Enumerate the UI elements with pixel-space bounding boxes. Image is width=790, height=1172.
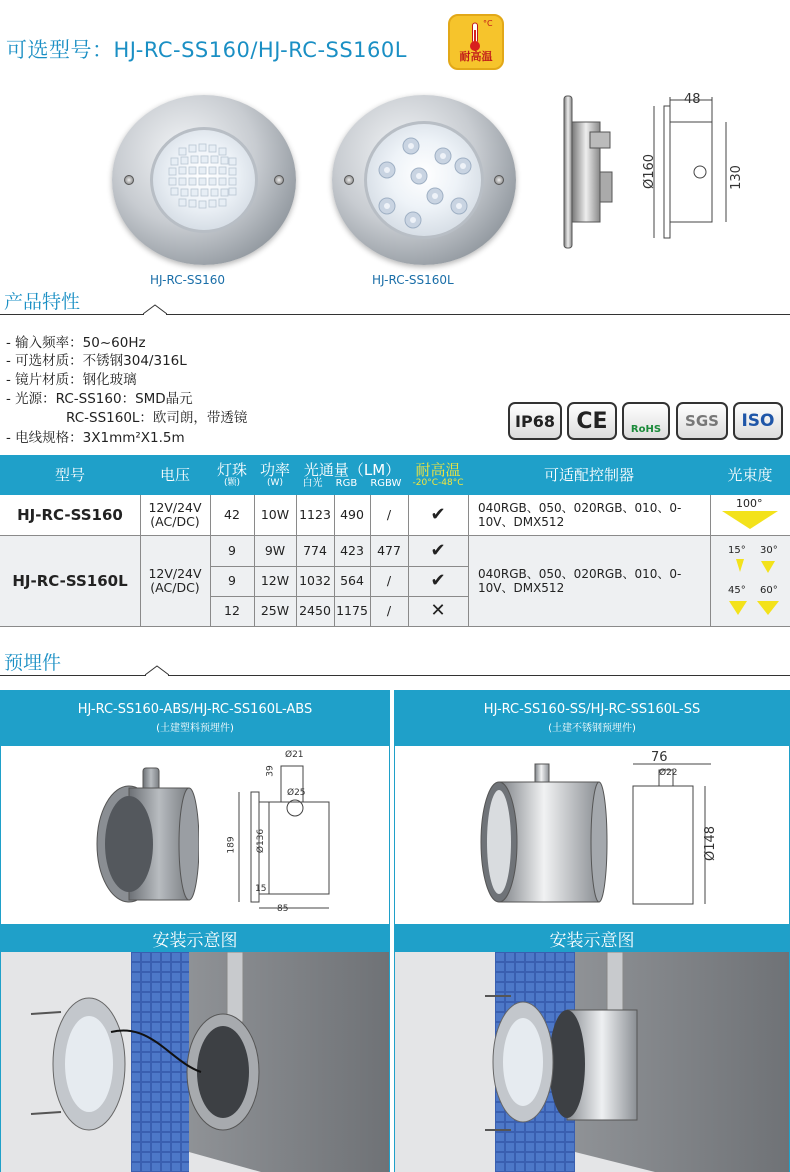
abs-panel-body (0, 746, 390, 924)
abs-sleeve-photo (89, 764, 199, 904)
controller-cell: 040RGB、050、020RGB、010、0-10V、DMX512 (478, 501, 682, 529)
beam-15-icon (734, 558, 746, 574)
beam-angle-label: 60° (760, 585, 778, 596)
lamp-caption-ss160l: HJ-RC-SS160L (372, 273, 454, 287)
power-cell: 25W (260, 603, 290, 618)
lamp-photo-ss160 (112, 95, 296, 265)
power-cell: 10W (260, 507, 290, 522)
col-voltage: 电压 (159, 466, 190, 484)
dimension-label: 85 (277, 904, 289, 914)
col-model: 型号 (54, 466, 85, 484)
dimension-label: 15 (255, 884, 267, 894)
beam-angle-label: 45° (728, 585, 746, 596)
iso-cert-badge: ISO (733, 402, 783, 440)
spec-table-header (0, 455, 790, 495)
led-matrix-icon (153, 130, 255, 230)
col-heat: 耐高温 -20°C-48°C (412, 460, 464, 488)
lamp-lens (364, 121, 484, 239)
rgbw-flux-cell: 477 (377, 543, 401, 558)
feature-item: - 镜片材质：钢化玻璃 (6, 372, 137, 388)
power-cell: 9W (264, 543, 286, 558)
abs-install-image (0, 952, 390, 1172)
heat-resistant-badge (448, 14, 504, 70)
model-cell: HJ-RC-SS160L (12, 571, 128, 590)
rohs-cert-badge: RoHS (622, 402, 670, 440)
abs-panel-title: HJ-RC-SS160-ABS/HJ-RC-SS160L-ABS (77, 702, 313, 717)
rgbw-flux-cell: / (386, 507, 392, 522)
lamp-caption-ss160: HJ-RC-SS160 (150, 273, 226, 287)
rgb-flux-cell: 423 (340, 543, 364, 558)
install-illustration (395, 952, 789, 1172)
voltage-cell: 12V/24V (AC/DC) (148, 565, 202, 595)
lamp-photo-ss160l (332, 95, 516, 265)
col-beam: 光束度 (727, 466, 773, 484)
page-title: 可选型号：HJ-RC-SS160/HJ-RC-SS160L (6, 38, 407, 62)
depth-dimension: 48 (684, 92, 701, 107)
white-flux-cell: 1123 (299, 507, 331, 522)
rgbw-flux-cell: / (386, 573, 392, 588)
outer-diameter-dimension: Ø160 (642, 153, 658, 190)
divider-notch (145, 665, 169, 677)
beam-30-icon (760, 560, 776, 574)
abs-install-header: 安装示意图 (0, 924, 390, 952)
led-array-icon (367, 124, 481, 236)
col-beads: 灯珠 (颗) (216, 460, 247, 488)
celsius-unit: °C (483, 19, 493, 28)
abs-panel-subtitle: (土建塑料预埋件) (156, 723, 234, 734)
beam-angle-label: 100° (736, 497, 763, 510)
dimension-label: 189 (226, 836, 237, 854)
screw-icon (494, 175, 504, 185)
divider (166, 314, 790, 315)
white-flux-cell: 2450 (299, 603, 331, 618)
abs-panel-header (0, 690, 390, 746)
ss-panel-title: HJ-RC-SS160-SS/HJ-RC-SS160L-SS (483, 702, 701, 717)
feature-item: - 电线规格：3X1mm²X1.5m (6, 430, 185, 446)
rgb-flux-cell: 1175 (336, 603, 368, 618)
spec-table-body (0, 495, 790, 627)
col-power: 功率 (W) (259, 460, 290, 488)
ss-install-image (394, 952, 790, 1172)
ss-panel-body (394, 746, 790, 924)
embedded-title: 预埋件 (4, 652, 62, 674)
feature-item: - 光源：RC-SS160：SMD晶元 (6, 391, 193, 407)
lamp-lens (150, 127, 258, 233)
rgb-flux-cell: 564 (340, 573, 364, 588)
col-controller: 可适配控制器 (543, 466, 634, 484)
dimension-label: Ø25 (287, 788, 306, 798)
check-icon: ✔ (430, 570, 446, 591)
cross-icon: ✕ (430, 600, 446, 621)
white-flux-cell: 1032 (299, 573, 331, 588)
lamp-side-photo (560, 92, 620, 252)
ss-panel-header (394, 690, 790, 746)
white-flux-cell: 774 (303, 543, 327, 558)
ip68-cert-badge: IP68 (508, 402, 562, 440)
ce-cert-badge: CE (567, 402, 617, 440)
dimension-label: 76 (651, 750, 668, 765)
divider-notch (143, 304, 167, 316)
dimension-label: 39 (265, 765, 276, 777)
ss-install-header: 安装示意图 (394, 924, 790, 952)
features-title: 产品特性 (4, 291, 81, 313)
divider (168, 675, 790, 676)
beam-100-icon (718, 509, 782, 531)
feature-item: RC-SS160L：欧司朗，带透镜 (66, 410, 248, 426)
divider (0, 675, 146, 676)
beads-cell: 12 (224, 603, 240, 618)
ss-panel-subtitle: (土建不锈钢预埋件) (548, 723, 636, 734)
beam-60-icon (756, 600, 780, 616)
beam-angle-label: 15° (728, 545, 746, 556)
sgs-cert-badge: SGS (676, 402, 728, 440)
dimension-label: Ø136 (256, 828, 267, 854)
feature-item: - 可选材质：不锈钢304/316L (6, 353, 187, 369)
model-cell: HJ-RC-SS160 (17, 506, 123, 524)
screw-icon (124, 175, 134, 185)
install-illustration (1, 952, 389, 1172)
dimension-label: Ø22 (659, 768, 678, 778)
beam-45-icon (728, 600, 748, 616)
beads-cell: 42 (224, 507, 240, 522)
power-cell: 12W (260, 573, 290, 588)
beads-cell: 9 (228, 573, 236, 588)
beam-angle-label: 30° (760, 545, 778, 556)
controller-cell: 040RGB、050、020RGB、010、0-10V、DMX512 (478, 566, 682, 595)
screw-icon (344, 175, 354, 185)
check-icon: ✔ (430, 540, 446, 561)
dimension-label: Ø148 (703, 825, 719, 862)
beads-cell: 9 (228, 543, 236, 558)
col-flux: 光通量（LM） 白光 RGB RGBW (302, 460, 402, 489)
heat-badge-label: 耐高温 (459, 50, 493, 63)
rgbw-flux-cell: / (386, 603, 392, 618)
inner-dimension: 130 (728, 165, 744, 190)
check-icon: ✔ (430, 504, 446, 525)
screw-icon (274, 175, 284, 185)
abs-sleeve-drawing (226, 756, 349, 916)
feature-item: - 输入频率：50~60Hz (6, 335, 146, 351)
rgb-flux-cell: 490 (340, 507, 364, 522)
divider (0, 314, 144, 315)
dimension-label: Ø21 (285, 750, 304, 760)
voltage-cell: 12V/24V (AC/DC) (148, 500, 202, 529)
ss-sleeve-photo (479, 760, 609, 910)
